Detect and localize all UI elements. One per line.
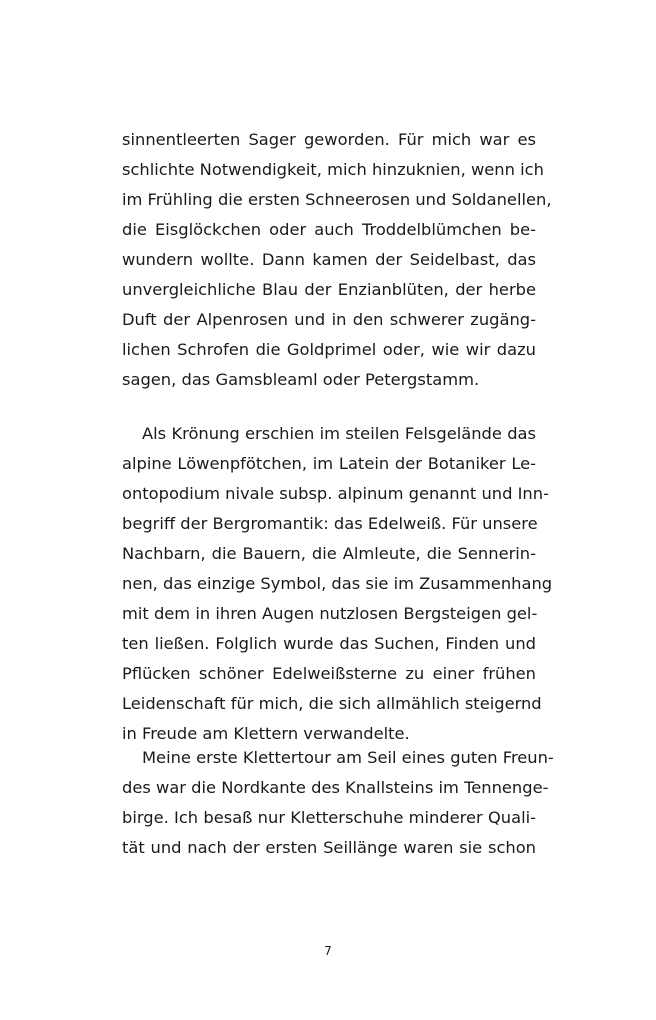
text-line: wundern wollte. Dann kamen der Seidelbast, das (122, 250, 536, 269)
text-line: sinnentleerten Sager geworden. Für mich war es (122, 130, 536, 149)
text-line: Duft der Alpenrosen und in den schwerer zugäng- (122, 310, 536, 329)
text-line: Meine erste Klettertour am Seil eines guten Freun- (142, 748, 554, 767)
text-line: Nachbarn, die Bauern, die Almleute, die Sennerin- (122, 544, 536, 563)
text-line: die Eisglöckchen oder auch Troddelblümchen be- (122, 220, 536, 239)
text-line: alpine Löwenpfötchen, im Latein der Botaniker Le- (122, 454, 536, 473)
text-line: tät und nach der ersten Seillänge waren sie schon (122, 838, 536, 857)
text-line: Als Krönung erschien im steilen Felsgelände das (142, 424, 536, 443)
text-line: im Frühling die ersten Schneerosen und Soldanellen, (122, 190, 552, 209)
paragraph-1 (122, 125, 552, 395)
paragraph-2 (122, 419, 553, 749)
text-line: mit dem in ihren Augen nutzlosen Bergsteigen gel- (122, 604, 538, 623)
text-line: Pflücken schöner Edelweißsterne zu einer frühen (122, 664, 536, 683)
text-line: des war die Nordkante des Knallsteins im Tennenge- (122, 778, 549, 797)
text-line: begriff der Bergromantik: das Edelweiß. Für unsere (122, 514, 538, 533)
text-line: lichen Schrofen die Goldprimel oder, wie wir dazu (122, 340, 536, 359)
text-line: Leidenschaft für mich, die sich allmählich steigernd (122, 694, 542, 713)
text-line: in Freude am Klettern verwandelte. (122, 724, 410, 743)
text-line: unvergleichliche Blau der Enzianblüten, der herbe (122, 280, 536, 299)
text-line: schlichte Notwendigkeit, mich hinzuknien, wenn ich (122, 160, 544, 179)
paragraph-3 (122, 743, 554, 863)
page-number: 7 (324, 944, 332, 958)
text-line: birge. Ich besaß nur Kletterschuhe minderer Quali- (122, 808, 536, 827)
text-line: nen, das einzige Symbol, das sie im Zusammenhang (122, 574, 553, 593)
text-line: ten ließen. Folglich wurde das Suchen, Finden und (122, 634, 536, 653)
text-line: ontopodium nivale subsp. alpinum genannt und Inn- (122, 484, 549, 503)
text-line: sagen, das Gamsbleaml oder Petergstamm. (122, 370, 480, 389)
